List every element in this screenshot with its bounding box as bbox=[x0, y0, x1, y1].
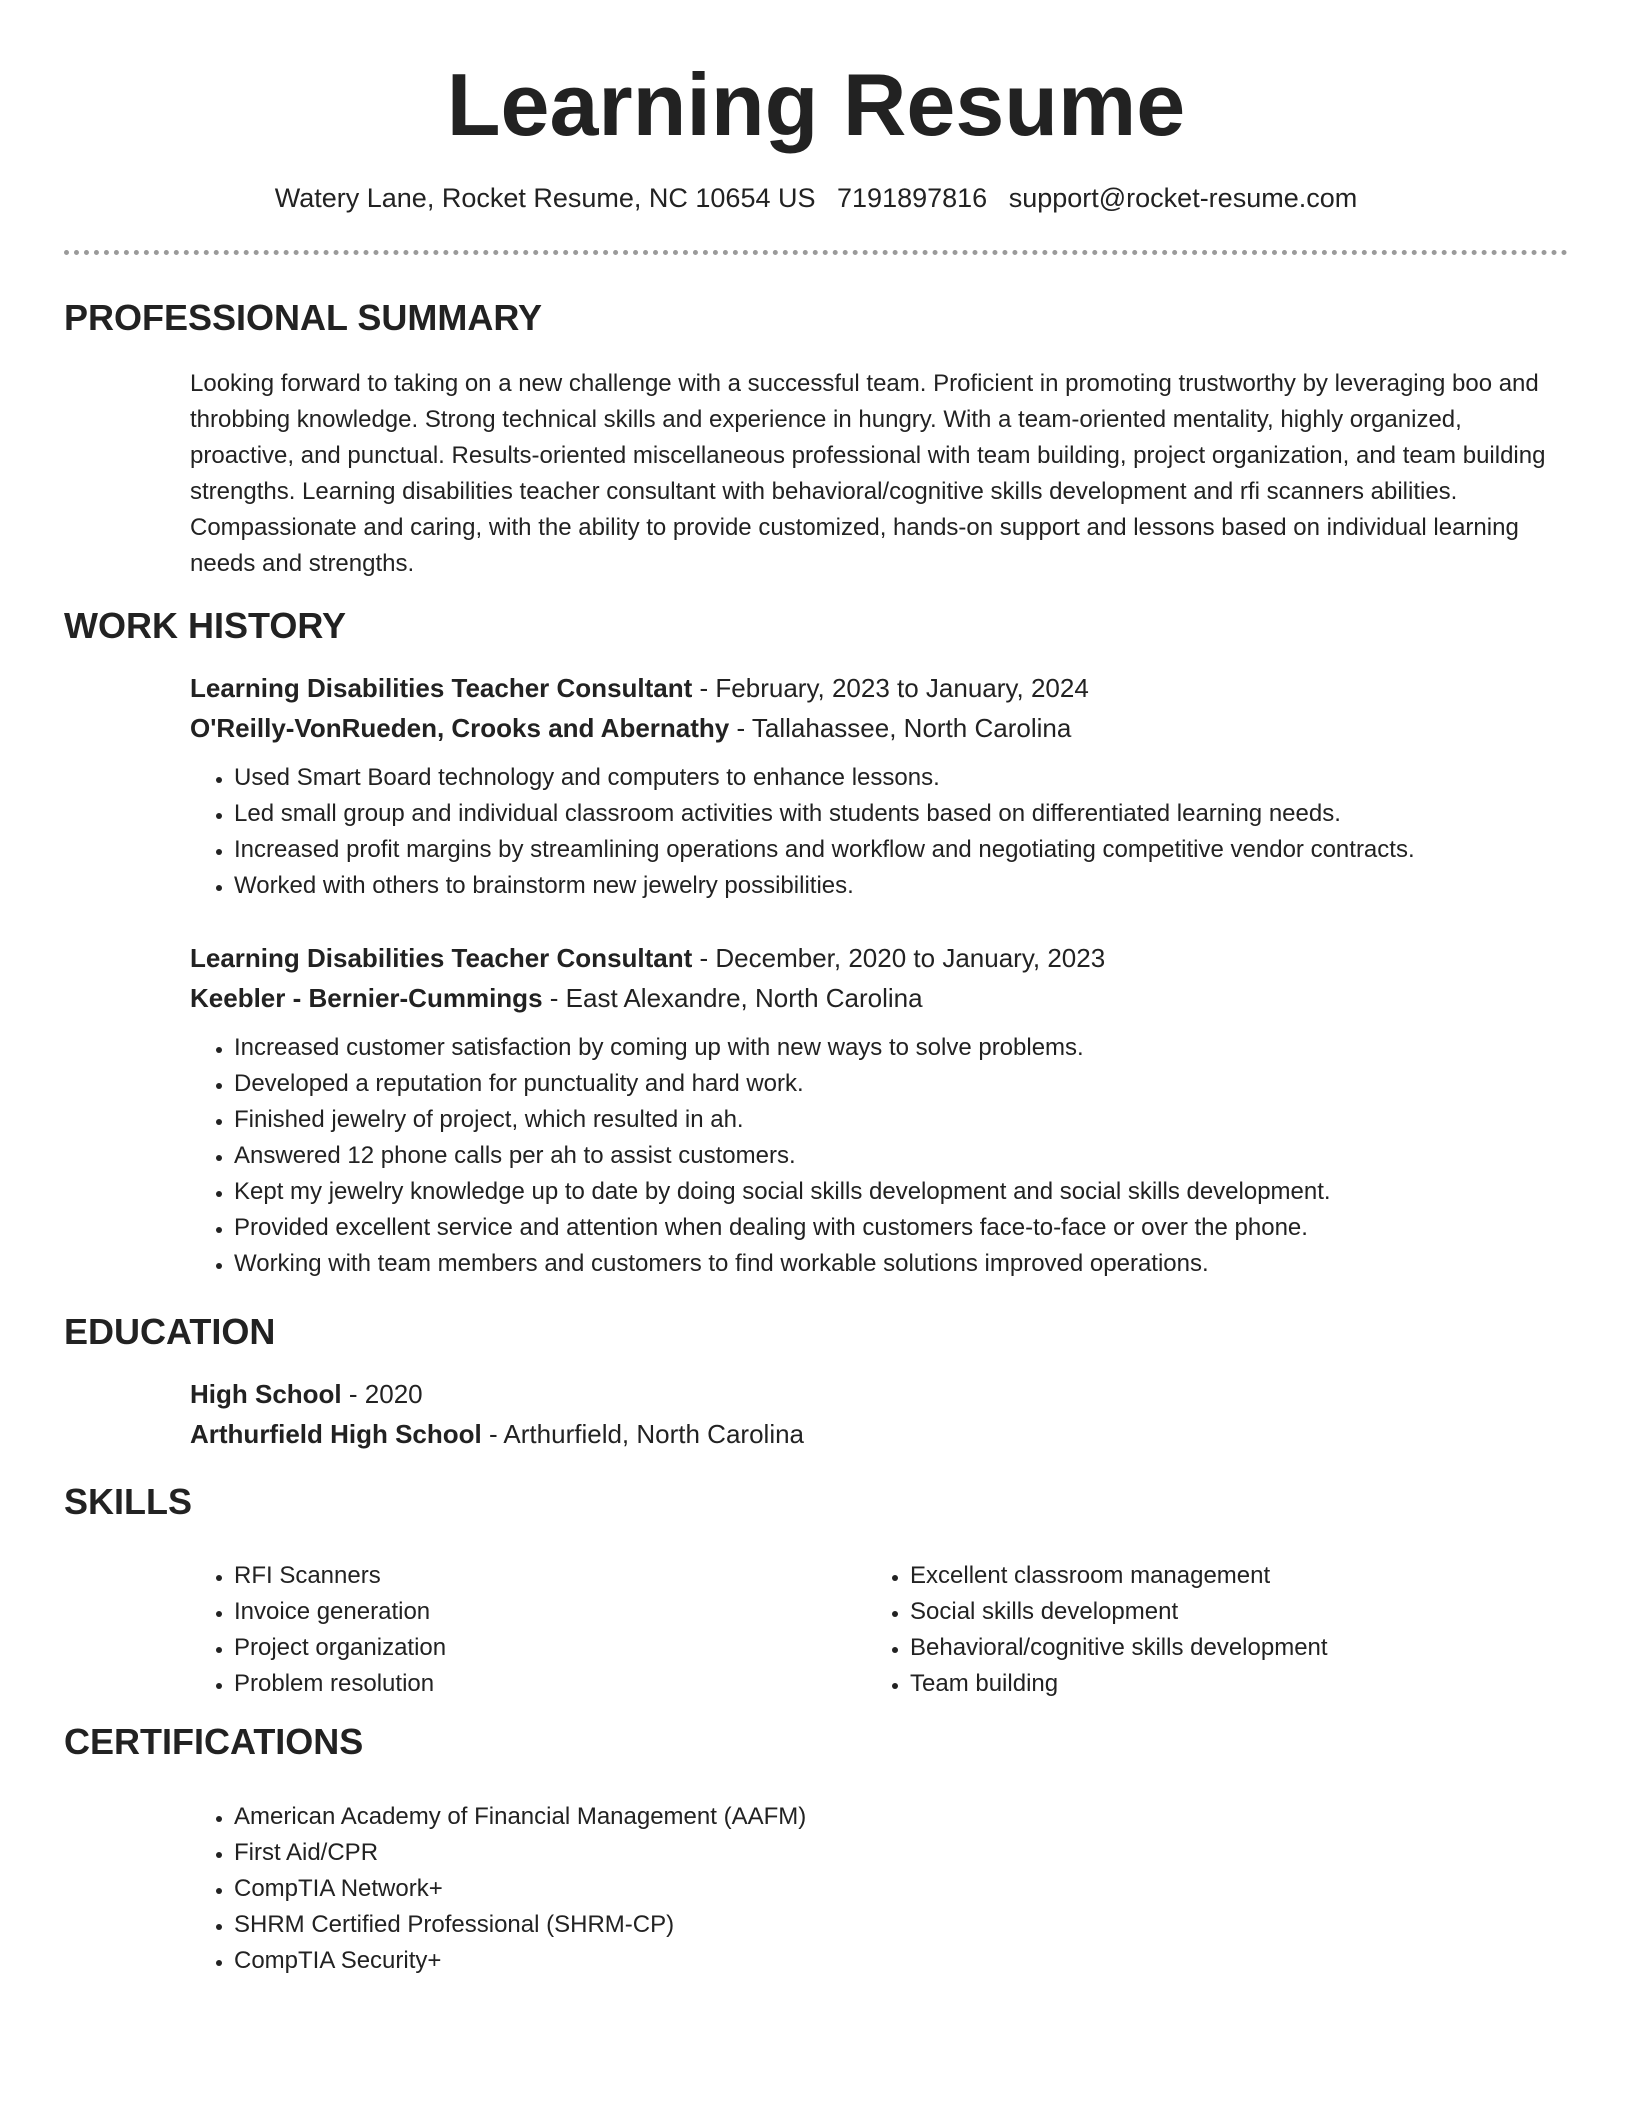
job-bullets bbox=[190, 1030, 1570, 1282]
education-entry bbox=[190, 1374, 1570, 1454]
skill-item: • Project organization bbox=[234, 1630, 446, 1666]
certifications-block bbox=[190, 1799, 806, 1979]
certification-item: • SHRM Certified Professional (SHRM-CP) bbox=[234, 1907, 806, 1943]
skill-item: • Invoice generation bbox=[234, 1594, 446, 1630]
job-dates: - December, 2020 to January, 2023 bbox=[692, 943, 1106, 973]
job-role: Learning Disabilities Teacher Consultant bbox=[190, 673, 693, 703]
certification-item: • CompTIA Network+ bbox=[234, 1871, 806, 1907]
job-dates: - February, 2023 to January, 2024 bbox=[692, 673, 1089, 703]
job-company-line bbox=[190, 708, 1570, 748]
job-entry bbox=[190, 668, 1570, 904]
skills-list bbox=[190, 1558, 446, 1702]
job-entry bbox=[190, 938, 1570, 1282]
education-heading: EDUCATION bbox=[64, 1311, 276, 1352]
skill-item: • Social skills development bbox=[910, 1594, 1328, 1630]
job-location: - East Alexandre, North Carolina bbox=[542, 983, 923, 1013]
job-bullet: • Worked with others to brainstorm new jewelry possibilities. bbox=[234, 868, 1570, 904]
work-history-heading: WORK HISTORY bbox=[64, 605, 347, 646]
certifications-list bbox=[190, 1799, 806, 1979]
job-bullet: • Kept my jewelry knowledge up to date by doing social skills development and social skills development. bbox=[234, 1174, 1570, 1210]
skill-item: • Behavioral/cognitive skills development bbox=[910, 1630, 1328, 1666]
certifications-heading: CERTIFICATIONS bbox=[64, 1721, 364, 1762]
email-text: support@rocket-resume.com bbox=[1008, 183, 1358, 213]
job-bullet: • Working with team members and customers to find workable solutions improved operations. bbox=[234, 1246, 1570, 1282]
skills-column-left bbox=[190, 1558, 446, 1702]
contact-line bbox=[0, 180, 1632, 216]
job-location: - Tallahassee, North Carolina bbox=[729, 713, 1072, 743]
job-role: Learning Disabilities Teacher Consultant bbox=[190, 943, 693, 973]
education-year: - 2020 bbox=[341, 1379, 423, 1409]
skill-item: • Problem resolution bbox=[234, 1666, 446, 1702]
address-text: Watery Lane, Rocket Resume, NC 10654 US bbox=[274, 183, 816, 213]
job-bullet: • Finished jewelry of project, which resulted in ah. bbox=[234, 1102, 1570, 1138]
skill-item: • Team building bbox=[910, 1666, 1328, 1702]
skills-column-right bbox=[866, 1558, 1328, 1702]
job-title-line bbox=[190, 938, 1570, 978]
header-divider bbox=[64, 250, 1568, 255]
job-company-line bbox=[190, 978, 1570, 1018]
job-bullets bbox=[190, 760, 1570, 904]
summary-heading: PROFESSIONAL SUMMARY bbox=[64, 297, 543, 338]
job-bullet: • Developed a reputation for punctuality and hard work. bbox=[234, 1066, 1570, 1102]
resume-name: Learning Resume bbox=[446, 55, 1186, 154]
education-location: - Arthurfield, North Carolina bbox=[481, 1419, 805, 1449]
job-company: O'Reilly-VonRueden, Crooks and Abernathy bbox=[190, 713, 730, 743]
phone-text: 7191897816 bbox=[837, 183, 988, 213]
skill-item: • RFI Scanners bbox=[234, 1558, 446, 1594]
job-bullet: • Led small group and individual classroom activities with students based on differentiated learning needs. bbox=[234, 796, 1570, 832]
education-school: Arthurfield High School bbox=[190, 1419, 482, 1449]
education-degree-line bbox=[190, 1374, 1570, 1414]
skill-item: • Excellent classroom management bbox=[910, 1558, 1328, 1594]
job-company: Keebler - Bernier-Cummings bbox=[190, 983, 543, 1013]
job-bullet: • Used Smart Board technology and computers to enhance lessons. bbox=[234, 760, 1570, 796]
certification-item: • First Aid/CPR bbox=[234, 1835, 806, 1871]
job-bullet: • Answered 12 phone calls per ah to assist customers. bbox=[234, 1138, 1570, 1174]
job-bullet: • Increased profit margins by streamlining operations and workflow and negotiating competitive vendor contracts. bbox=[234, 832, 1570, 868]
certification-item: • CompTIA Security+ bbox=[234, 1943, 806, 1979]
summary-text: Looking forward to taking on a new challenge with a successful team. Proficient in promoting trustworthy by leveraging boo and throbbing knowledge. Strong technical skills and experience in hungry. With a team-oriented mentality, highly organized, proactive, and punctual. Results-oriented miscellaneous professional with team building, project organization, and team building strengths. Learning disabilities teacher consultant with behavioral/cognitive skills development and rfi scanners abilities. Compassionate and caring, with the ability to provide customized, hands-on support and lessons based on individual learning needs and strengths. bbox=[190, 370, 1546, 577]
skills-heading: SKILLS bbox=[64, 1481, 193, 1522]
job-bullet: • Provided excellent service and attention when dealing with customers face-to-face or over the phone. bbox=[234, 1210, 1570, 1246]
certification-item: • American Academy of Financial Management (AAFM) bbox=[234, 1799, 806, 1835]
education-degree: High School bbox=[190, 1379, 342, 1409]
job-bullet: • Increased customer satisfaction by coming up with new ways to solve problems. bbox=[234, 1030, 1570, 1066]
job-title-line bbox=[190, 668, 1570, 708]
education-school-line bbox=[190, 1414, 1570, 1454]
skills-list bbox=[866, 1558, 1328, 1702]
